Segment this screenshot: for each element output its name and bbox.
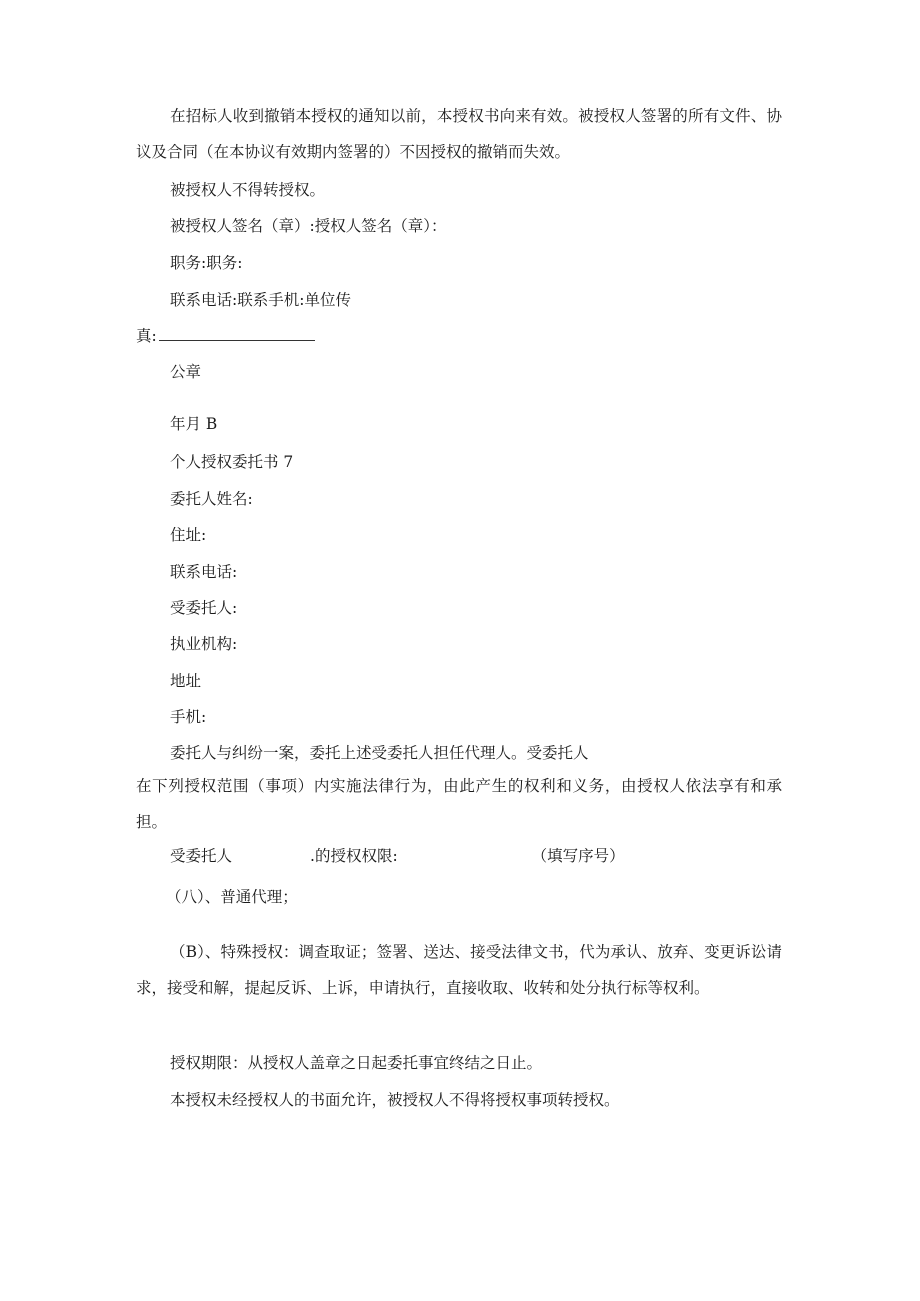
contact-line: 联系电话:联系手机:单位传 [170,291,351,309]
field-contact-phone: 联系电话: [170,563,238,581]
paragraph-no-sub-authorization: 被授权人不得转授权。 [170,181,326,199]
fill-in-number-hint: （填写序号） [531,847,625,865]
field-principal-name: 委托人姓名: [170,490,253,508]
position-line: 职务:职务: [170,254,243,272]
fax-line [136,326,315,346]
authority-limits-line [170,846,625,866]
field-agent-address: 地址 [170,672,202,690]
field-practice-institution: 执业机构: [170,635,238,653]
field-agent: 受委托人: [170,599,238,617]
authority-limits-label: .的授权权限: [310,847,398,865]
no-transfer-clause: 本授权未经授权人的书面允许，被授权人不得将授权事项转授权。 [170,1091,620,1109]
section-title-personal-authorization: 个人授权委托书 7 [170,453,294,471]
paragraph-dispute-delegation: 委托人与纠纷一案，委托上述受委托人担任代理人。受委托人 [170,744,589,762]
option-special-authorization: （B）、特殊授权：调查取证；签署、送达、接受法律文书，代为承认、放弃、变更诉讼请求，接受和解，提起反诉、上诉，申请执行，直接收取、收转和处分执行标等权利。 [136,943,782,997]
agent-label: 受委托人 [170,847,233,865]
date-line: 年月 B [170,415,218,433]
paragraph-scope-of-authority: 在下列授权范围（事项）内实施法律行为，由此产生的权利和义务，由授权人依法享有和承担。 [136,777,782,831]
official-seal-label: 公章 [170,363,202,381]
authorization-period: 授权期限：从授权人盖章之日起委托事宜终结之日止。 [170,1054,543,1072]
field-mobile: 手机: [170,708,207,726]
field-address: 住址: [170,526,207,544]
option-general-agency: （八）、普通代理； [166,888,298,906]
paragraph-revocation-notice: 在招标人收到撤销本授权的通知以前，本授权书向来有效。被授权人签署的所有文件、协议及合同（在本协议有效期内签署的）不因授权的撤销而失效。 [136,107,782,161]
fax-blank-underline [159,326,315,341]
fax-label: 真: [136,327,157,345]
signature-line: 被授权人签名（章）:授权人签名（章）： [170,217,447,235]
